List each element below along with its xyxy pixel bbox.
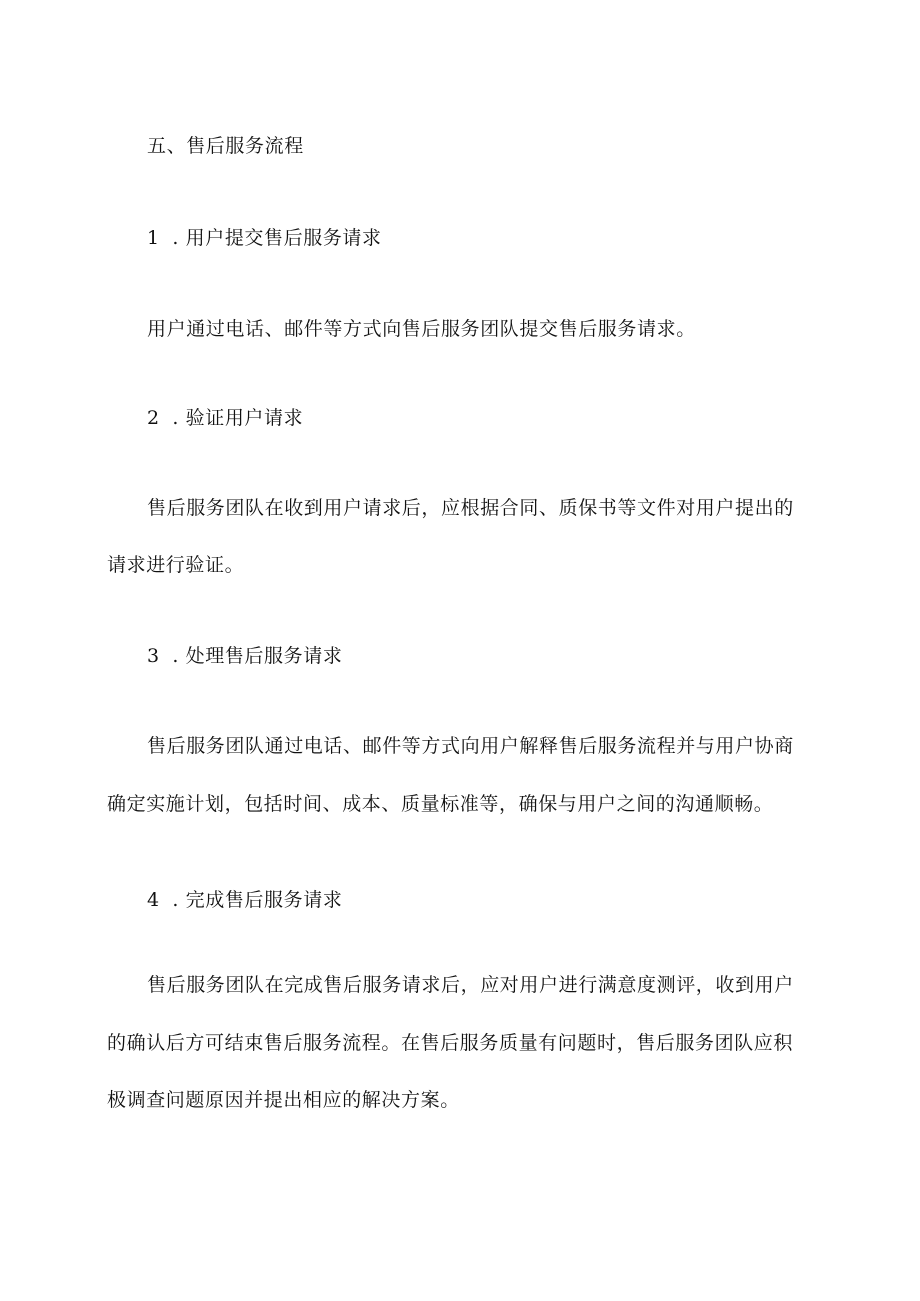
step-heading-1	[147, 226, 382, 250]
step-body-line: 的确认后方可结束售后服务流程。在售后服务质量有问题时，售后服务团队应积	[107, 1032, 794, 1054]
step-body-line: 售后服务团队通过电话、邮件等方式向用户解释售后服务流程并与用户协商	[147, 735, 794, 757]
step-heading-2	[147, 406, 303, 430]
step-body-line: 请求进行验证。	[107, 554, 245, 576]
step-body-line: 售后服务团队在收到用户请求后，应根据合同、质保书等文件对用户提出的	[147, 497, 794, 519]
step-heading-text: 处理售后服务请求	[185, 645, 343, 667]
step-heading-text: 验证用户请求	[185, 407, 304, 429]
step-number: 4	[147, 889, 160, 911]
section-title: 五、售后服务流程	[147, 135, 304, 157]
step-body-line: 售后服务团队在完成售后服务请求后，应对用户进行满意度测评，收到用户	[147, 974, 794, 996]
step-number: 2	[147, 407, 160, 429]
step-separator: .	[172, 645, 179, 667]
step-heading-3	[147, 644, 342, 668]
step-separator: .	[172, 227, 179, 249]
step-number: 1	[147, 227, 160, 249]
step-separator: .	[172, 889, 179, 911]
step-body-line: 极调查问题原因并提出相应的解决方案。	[107, 1089, 460, 1111]
step-body-line: 用户通过电话、邮件等方式向售后服务团队提交售后服务请求。	[147, 318, 696, 340]
step-body-line: 确定实施计划，包括时间、成本、质量标准等，确保与用户之间的沟通顺畅。	[107, 793, 774, 815]
step-heading-text: 完成售后服务请求	[185, 889, 343, 911]
step-number: 3	[147, 645, 160, 667]
step-heading-text: 用户提交售后服务请求	[185, 227, 382, 249]
step-separator: .	[172, 407, 179, 429]
step-heading-4	[147, 888, 342, 912]
